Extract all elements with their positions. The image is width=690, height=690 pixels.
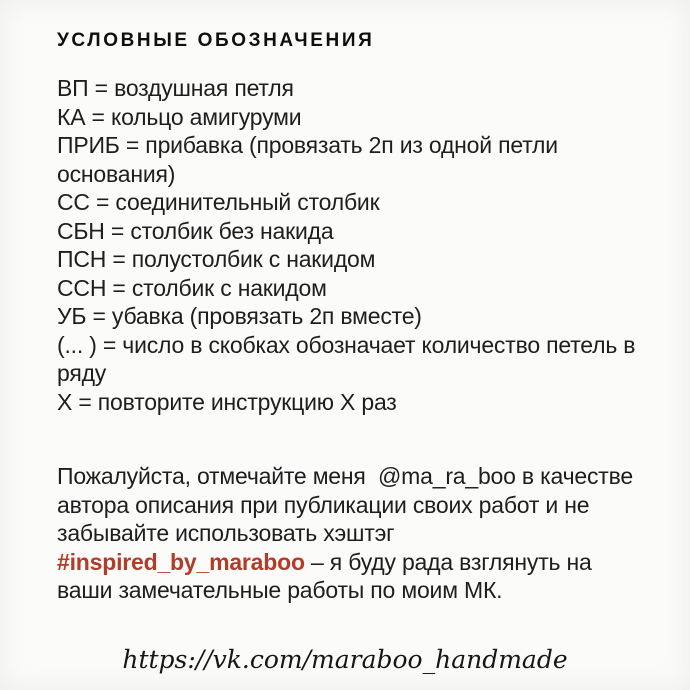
note-text-after: – я буду рада взглянуть на ваши замечательные работы по моим МК.	[57, 548, 598, 603]
list-item: ПСН = полустолбик с накидом	[57, 246, 376, 272]
list-item: ССН = столбик с накидом	[57, 274, 327, 301]
list-item: УБ = убавка (провязать 2п вместе)	[57, 303, 422, 329]
note-text-before: Пожалуйста, отмечайте меня @ma_ra_boo в качестве автора описания при публикации своих работ и не забывайте использовать хэштэг	[57, 463, 640, 546]
abbreviation-list	[57, 74, 639, 416]
hashtag-inspired-by-maraboo: #inspired_by_maraboo	[57, 548, 305, 575]
footer	[0, 645, 690, 674]
list-item: ВП = воздушная петля	[57, 75, 294, 101]
author-note	[57, 462, 639, 605]
list-item: КА = кольцо амигуруми	[57, 103, 302, 130]
list-item: Х = повторите инструкцию Х раз	[57, 388, 397, 415]
vk-profile-link[interactable]: https://vk.com/maraboo_handmade	[122, 645, 568, 674]
page-title: УСЛОВНЫЕ ОБОЗНАЧЕНИЯ	[57, 30, 375, 51]
list-item: ПРИБ = прибавка (провязать 2п из одной петли основания)	[57, 132, 558, 187]
list-item: СС = соединительный столбик	[57, 189, 380, 215]
list-item: (... ) = число в скобках обозначает количество петель в ряду	[57, 331, 636, 386]
list-item: СБН = столбик без накида	[57, 217, 334, 244]
